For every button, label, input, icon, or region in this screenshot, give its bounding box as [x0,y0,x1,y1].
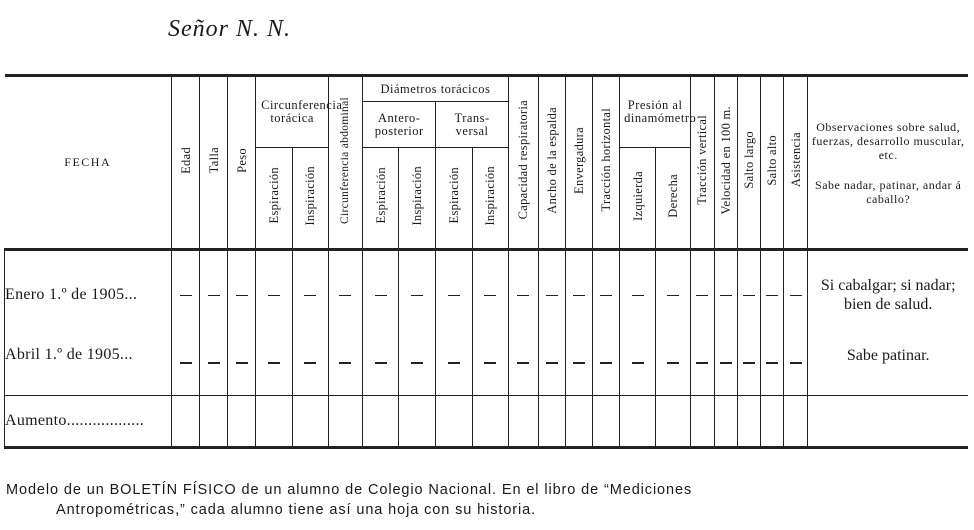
salto-largo-header: Salto largo [738,76,761,250]
empty-value-dash [546,295,558,297]
velocidad-header: Velocidad en 100 m. [714,76,737,250]
empty-value-dash [180,295,192,297]
empty-value-dash [696,295,708,297]
salto-alto-header: Salto alto [761,76,784,250]
empty-value-dash [743,295,755,297]
empty-value-dash [484,362,496,364]
capacidad-respiratoria-header: Capacidad respiratoria [508,76,538,250]
observaciones-header: Observaciones sobre salud, fuerzas, desarrollo muscular, etc. Sabe nadar, patinar, andar á caballo? [808,76,968,250]
empty-value-dash [720,295,732,297]
talla-header: Talla [200,76,228,250]
circunferencia-abdominal-header: Circunferencia abdominal [328,76,362,250]
sabe-nadar-question: Sabe nadar, patinar, andar á caballo? [815,177,962,206]
empty-value-dash [720,362,732,364]
page-title: Señor N. N. [168,16,292,42]
empty-value-dash [208,362,220,364]
table-row [5,396,969,448]
edad-header: Edad [171,76,199,250]
row-observation: Si cabalgar; si nadar; bien de salud. [808,250,968,340]
empty-value-dash [696,362,708,364]
traccion-horizontal-header: Tracción horizontal [593,76,620,250]
antero-espiracion-header: Espiración [363,148,399,250]
empty-value-dash [448,362,460,364]
row-date: Aumento.................. [5,396,172,448]
empty-value-dash [208,295,220,297]
empty-value-dash [268,295,280,297]
empty-value-dash [766,362,778,364]
empty-value-dash [790,362,802,364]
empty-value-dash [484,295,496,297]
circ-inspiracion-header: Inspiración [292,148,328,250]
traccion-vertical-header: Tracción vertical [690,76,714,250]
trans-inspiracion-header: Inspiración [472,148,508,250]
asistencia-header: Asistencia [784,76,808,250]
anteroposterior-header: Antero-posterior [363,102,436,148]
antero-inspiracion-header: Inspiración [399,148,436,250]
row-date: Abril 1.º de 1905... [5,340,172,396]
row-observation [808,396,968,448]
presion-dinamometro-header: Presión al dinamómetro [620,76,690,148]
empty-value-dash [304,295,316,297]
transversal-header: Trans-versal [436,102,508,148]
table-row [5,340,969,396]
caption-line-2: Antropométricas,” cada alumno tiene así una hoja con su historia. [56,502,537,518]
empty-value-dash [667,362,679,364]
izquierda-header: Izquierda [620,148,655,250]
empty-value-dash [339,362,351,364]
empty-value-dash [268,362,280,364]
empty-value-dash [375,362,387,364]
empty-value-dash [411,362,423,364]
empty-value-dash [632,362,644,364]
empty-value-dash [304,362,316,364]
empty-value-dash [517,362,529,364]
ancho-espalda-header: Ancho de la espalda [538,76,565,250]
empty-value-dash [375,295,387,297]
envergadura-header: Envergadura [566,76,593,250]
empty-value-dash [236,295,248,297]
empty-value-dash [743,362,755,364]
peso-header: Peso [228,76,256,250]
empty-value-dash [600,295,612,297]
fecha-header: FECHA [5,76,172,250]
circ-espiracion-header: Espiración [256,148,292,250]
empty-value-dash [517,295,529,297]
table-row [5,250,969,340]
empty-value-dash [546,362,558,364]
empty-value-dash [180,362,192,364]
empty-value-dash [790,295,802,297]
empty-value-dash [236,362,248,364]
boletin-table [4,74,968,449]
figure-caption [6,480,972,520]
empty-value-dash [766,295,778,297]
circunferencia-toracica-header: Circunferencia torácica [256,76,328,148]
trans-espiracion-header: Espiración [436,148,472,250]
row-observation: Sabe patinar. [808,340,968,396]
caption-line-1: Modelo de un BOLETÍN FÍSICO de un alumno de Colegio Nacional. En el libro de “Mediciones [6,482,693,498]
empty-value-dash [600,362,612,364]
row-date: Enero 1.º de 1905... [5,250,172,340]
empty-value-dash [573,295,585,297]
empty-value-dash [411,295,423,297]
diametros-toracicos-header: Diámetros torácicos [363,76,509,102]
empty-value-dash [339,295,351,297]
empty-value-dash [632,295,644,297]
empty-value-dash [448,295,460,297]
empty-value-dash [573,362,585,364]
empty-value-dash [667,295,679,297]
derecha-header: Derecha [655,148,690,250]
